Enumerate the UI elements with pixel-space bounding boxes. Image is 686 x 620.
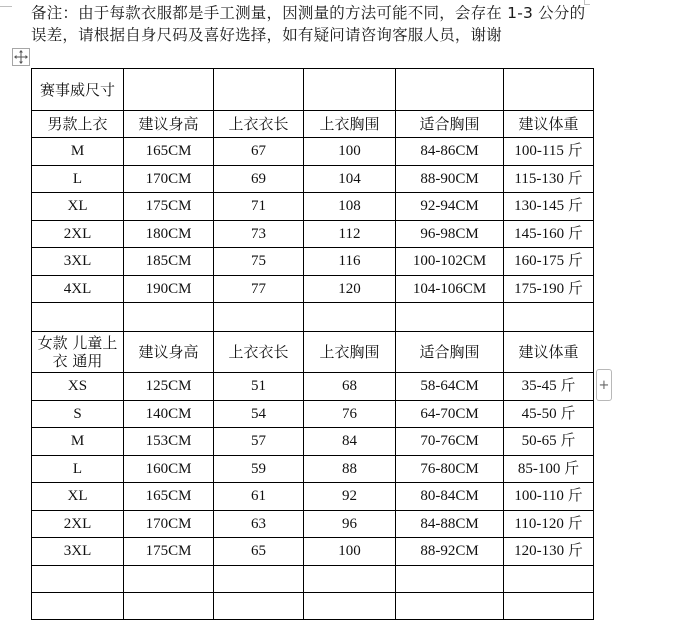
table-cell[interactable]: 上衣胸围 <box>304 332 396 373</box>
table-cell[interactable]: L <box>32 455 124 483</box>
table-cell[interactable]: 男款上衣 <box>32 111 124 138</box>
empty-row <box>32 303 594 332</box>
table-cell[interactable] <box>504 565 594 592</box>
table-cell[interactable]: 100-115 斤 <box>504 138 594 166</box>
table-cell[interactable]: 165CM <box>124 138 214 166</box>
table-cell[interactable] <box>214 303 304 332</box>
table-cell[interactable]: 适合胸围 <box>396 332 504 373</box>
table-row <box>32 400 594 428</box>
table-cell[interactable]: 50-65 斤 <box>504 428 594 456</box>
table-cell[interactable]: 100 <box>304 138 396 166</box>
table-cell[interactable] <box>304 565 396 592</box>
table-cell[interactable]: 100 <box>304 538 396 566</box>
table-cell[interactable]: XS <box>32 373 124 401</box>
table-cell[interactable]: 100-102CM <box>396 248 504 276</box>
table-cell[interactable] <box>304 592 396 619</box>
table-cell[interactable]: 104-106CM <box>396 275 504 303</box>
table-cell[interactable]: 2XL <box>32 510 124 538</box>
table-cell[interactable]: 65 <box>214 538 304 566</box>
table-cell[interactable] <box>124 303 214 332</box>
table-cell[interactable]: 2XL <box>32 220 124 248</box>
table-cell[interactable] <box>396 69 504 111</box>
table-cell[interactable]: XL <box>32 193 124 221</box>
table-cell[interactable]: 92 <box>304 483 396 511</box>
table-cell[interactable]: 140CM <box>124 400 214 428</box>
table-cell[interactable]: 51 <box>214 373 304 401</box>
table-cell[interactable]: 120 <box>304 275 396 303</box>
table-cell[interactable]: 77 <box>214 275 304 303</box>
table-cell[interactable]: 116 <box>304 248 396 276</box>
table-cell[interactable] <box>504 69 594 111</box>
empty-row <box>32 565 594 592</box>
table-cell[interactable]: 女款 儿童上衣 通用 <box>32 332 124 373</box>
table-cell[interactable] <box>396 303 504 332</box>
table-cell[interactable]: 85-100 斤 <box>504 455 594 483</box>
table-cell[interactable]: 35-45 斤 <box>504 373 594 401</box>
table-cell[interactable]: 125CM <box>124 373 214 401</box>
table-cell[interactable] <box>124 69 214 111</box>
table-cell[interactable] <box>32 303 124 332</box>
table-cell[interactable]: 建议体重 <box>504 332 594 373</box>
table-cell[interactable]: 160CM <box>124 455 214 483</box>
table-cell[interactable]: 92-94CM <box>396 193 504 221</box>
move-arrows-icon <box>14 50 28 64</box>
table-cell[interactable]: 153CM <box>124 428 214 456</box>
table-cell[interactable]: 175CM <box>124 193 214 221</box>
table-cell[interactable]: 73 <box>214 220 304 248</box>
table-cell[interactable]: 110-120 斤 <box>504 510 594 538</box>
table-cell[interactable] <box>304 69 396 111</box>
table-cell[interactable]: 160-175 斤 <box>504 248 594 276</box>
table-cell[interactable]: 180CM <box>124 220 214 248</box>
table-cell[interactable] <box>124 592 214 619</box>
table-cell[interactable]: 175-190 斤 <box>504 275 594 303</box>
table-cell[interactable]: 76 <box>304 400 396 428</box>
table-cell[interactable]: 建议身高 <box>124 332 214 373</box>
page-margin-mark <box>0 6 12 7</box>
table-row <box>32 455 594 483</box>
table-cell[interactable]: 3XL <box>32 248 124 276</box>
table-cell[interactable]: 上衣衣长 <box>214 111 304 138</box>
table-cell[interactable]: 54 <box>214 400 304 428</box>
table-cell[interactable]: 4XL <box>32 275 124 303</box>
table-cell[interactable]: 88 <box>304 455 396 483</box>
table-cell[interactable]: 100-110 斤 <box>504 483 594 511</box>
table-cell[interactable]: 115-130 斤 <box>504 165 594 193</box>
table-cell[interactable]: 建议身高 <box>124 111 214 138</box>
table-cell[interactable]: 71 <box>214 193 304 221</box>
table-cell[interactable] <box>214 565 304 592</box>
table-cell[interactable]: 76-80CM <box>396 455 504 483</box>
table-cell[interactable] <box>396 565 504 592</box>
table-cell[interactable]: 170CM <box>124 510 214 538</box>
table-cell[interactable] <box>304 303 396 332</box>
table-cell[interactable]: 64-70CM <box>396 400 504 428</box>
table-row <box>32 220 594 248</box>
size-chart-body <box>32 69 594 620</box>
table-cell[interactable]: 108 <box>304 193 396 221</box>
table-cell[interactable]: 69 <box>214 165 304 193</box>
table-row <box>32 428 594 456</box>
table-cell[interactable]: 赛事威尺寸 <box>32 69 124 111</box>
table-cell[interactable]: 104 <box>304 165 396 193</box>
table-cell[interactable]: S <box>32 400 124 428</box>
table-cell[interactable] <box>504 303 594 332</box>
table-row <box>32 138 594 166</box>
table-cell[interactable]: 59 <box>214 455 304 483</box>
table-cell[interactable]: 130-145 斤 <box>504 193 594 221</box>
table-cell[interactable]: 165CM <box>124 483 214 511</box>
table-cell[interactable]: 190CM <box>124 275 214 303</box>
table-cell[interactable]: 84 <box>304 428 396 456</box>
table-cell[interactable]: 145-160 斤 <box>504 220 594 248</box>
table-cell[interactable]: 63 <box>214 510 304 538</box>
table-cell[interactable]: 61 <box>214 483 304 511</box>
table-cell[interactable]: 上衣胸围 <box>304 111 396 138</box>
table-cell[interactable]: 88-92CM <box>396 538 504 566</box>
table-cell[interactable]: 57 <box>214 428 304 456</box>
table-cell[interactable]: 上衣衣长 <box>214 332 304 373</box>
table-row <box>32 165 594 193</box>
table-row <box>32 538 594 566</box>
table-cell[interactable]: 175CM <box>124 538 214 566</box>
table-cell[interactable]: 68 <box>304 373 396 401</box>
table-cell[interactable]: 112 <box>304 220 396 248</box>
table-row <box>32 275 594 303</box>
table-cell[interactable] <box>214 592 304 619</box>
table-cell[interactable]: 96-98CM <box>396 220 504 248</box>
plus-icon: + <box>598 377 610 393</box>
table-cell[interactable]: 适合胸围 <box>396 111 504 138</box>
table-cell[interactable]: 84-88CM <box>396 510 504 538</box>
table-row <box>32 510 594 538</box>
table-cell[interactable] <box>214 69 304 111</box>
table-cell[interactable]: 80-84CM <box>396 483 504 511</box>
table-cell[interactable]: M <box>32 138 124 166</box>
table-row <box>32 193 594 221</box>
table-cell[interactable]: 170CM <box>124 165 214 193</box>
table-cell[interactable]: 建议体重 <box>504 111 594 138</box>
table-cell[interactable]: 45-50 斤 <box>504 400 594 428</box>
size-chart-table <box>31 68 594 620</box>
table-cell[interactable] <box>32 592 124 619</box>
add-column-button[interactable] <box>596 369 612 401</box>
table-move-handle[interactable] <box>12 48 30 66</box>
table-cell[interactable]: 3XL <box>32 538 124 566</box>
table-cell[interactable]: 58-64CM <box>396 373 504 401</box>
header-row <box>32 111 594 138</box>
table-cell[interactable]: 84-86CM <box>396 138 504 166</box>
title-row <box>32 69 594 111</box>
table-cell[interactable]: 75 <box>214 248 304 276</box>
table-row <box>32 248 594 276</box>
table-cell[interactable]: 67 <box>214 138 304 166</box>
table-cell[interactable]: 88-90CM <box>396 165 504 193</box>
table-cell[interactable] <box>396 592 504 619</box>
table-cell[interactable]: 185CM <box>124 248 214 276</box>
table-cell[interactable]: 120-130 斤 <box>504 538 594 566</box>
table-row <box>32 373 594 401</box>
size-note: 备注：由于每款衣服都是手工测量，因测量的方法可能不同，会存在 1-3 公分的误差，请根据自身尺码及喜好选择，如有疑问请咨询客服人员，谢谢 <box>31 4 586 44</box>
table-cell[interactable]: 96 <box>304 510 396 538</box>
table-cell[interactable] <box>32 565 124 592</box>
table-cell[interactable]: 70-76CM <box>396 428 504 456</box>
table-cell[interactable]: L <box>32 165 124 193</box>
table-cell[interactable]: M <box>32 428 124 456</box>
empty-row <box>32 592 594 619</box>
table-cell[interactable] <box>504 592 594 619</box>
table-row <box>32 483 594 511</box>
table-cell[interactable]: XL <box>32 483 124 511</box>
header-row <box>32 332 594 373</box>
table-cell[interactable] <box>124 565 214 592</box>
